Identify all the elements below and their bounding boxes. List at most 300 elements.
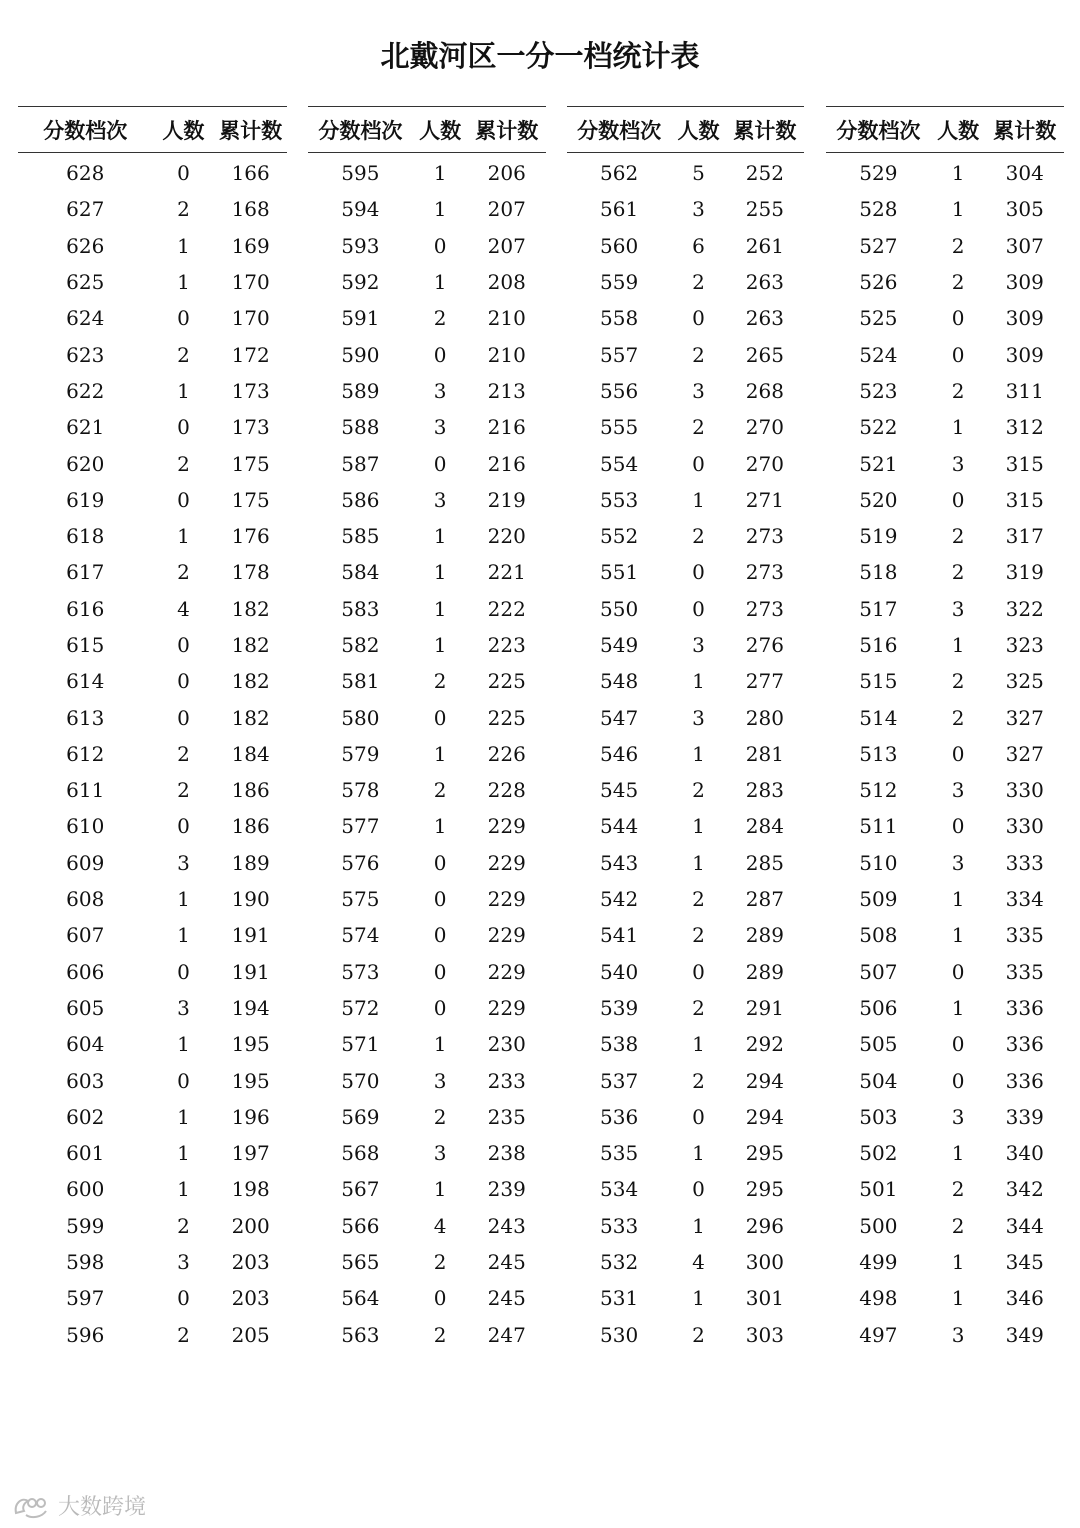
- count-cell: 0: [177, 705, 190, 730]
- cumulative-cell: 284: [745, 814, 784, 839]
- table-row: [308, 228, 546, 264]
- count-cell: 3: [177, 850, 190, 875]
- cumulative-cell: 195: [231, 1068, 270, 1093]
- cumulative-cell: 175: [231, 487, 270, 512]
- cumulative-cell: 273: [745, 596, 784, 621]
- count-cell: 1: [177, 1141, 190, 1166]
- score-band-cell: 505: [859, 1032, 898, 1057]
- count-cell: 6: [692, 233, 705, 258]
- count-cell: 2: [177, 1322, 190, 1347]
- table-row: [567, 373, 804, 409]
- table-row: [567, 482, 804, 518]
- count-cell: 0: [433, 887, 447, 912]
- count-cell: 1: [433, 197, 447, 222]
- cumulative-cell: 182: [231, 705, 270, 730]
- count-cell: 2: [692, 887, 705, 912]
- header-count: 人数: [153, 107, 215, 153]
- count-cell: 1: [433, 524, 447, 549]
- count-cell: 2: [177, 741, 190, 766]
- page-title: 北戴河区一分一档统计表: [380, 39, 700, 73]
- cumulative-cell: 309: [1005, 306, 1044, 331]
- table-row: [567, 228, 804, 264]
- score-band-cell: 527: [859, 233, 898, 258]
- count-cell: 1: [177, 1177, 190, 1202]
- table-row: [308, 591, 546, 627]
- score-band-cell: 589: [341, 378, 380, 403]
- cumulative-cell: 203: [231, 1286, 270, 1311]
- score-band-cell: 584: [341, 560, 380, 585]
- table-row: [826, 917, 1064, 953]
- cumulative-cell: 312: [1005, 415, 1044, 440]
- score-band-cell: 535: [600, 1141, 639, 1166]
- cumulative-cell: 252: [745, 161, 784, 186]
- count-cell: 3: [951, 596, 965, 621]
- cumulative-cell: 280: [745, 705, 784, 730]
- table-row: [826, 1208, 1064, 1244]
- cumulative-cell: 229: [487, 995, 526, 1020]
- count-cell: 0: [433, 959, 447, 984]
- cumulative-cell: 292: [745, 1032, 784, 1057]
- cumulative-cell: 221: [487, 560, 526, 585]
- header-cumulative: 累计数: [985, 107, 1064, 153]
- cumulative-cell: 330: [1005, 778, 1044, 803]
- table-row: [18, 336, 287, 372]
- cumulative-cell: 317: [1005, 524, 1044, 549]
- cumulative-cell: 304: [1005, 161, 1044, 186]
- table-row: [18, 1135, 287, 1171]
- count-cell: 0: [692, 306, 705, 331]
- score-band-cell: 543: [600, 850, 639, 875]
- score-band-cell: 506: [859, 995, 898, 1020]
- table-row: [567, 1062, 804, 1098]
- count-cell: 0: [177, 415, 190, 440]
- count-cell: 3: [692, 705, 705, 730]
- cumulative-cell: 182: [231, 633, 270, 657]
- score-band-cell: 517: [859, 596, 898, 621]
- score-band-cell: 619: [66, 487, 105, 512]
- table-row: [567, 808, 804, 844]
- cumulative-cell: 200: [231, 1213, 270, 1238]
- table-row: [567, 954, 804, 990]
- cumulative-cell: 281: [745, 741, 784, 766]
- score-band-cell: 549: [600, 633, 639, 657]
- count-cell: 1: [692, 1286, 705, 1311]
- table-row: [567, 1208, 804, 1244]
- count-cell: 2: [951, 705, 965, 730]
- count-cell: 0: [433, 923, 447, 948]
- score-band-cell: 550: [600, 596, 639, 621]
- cumulative-cell: 301: [745, 1286, 784, 1311]
- score-band-cell: 611: [66, 778, 105, 803]
- table-row: [18, 191, 287, 227]
- count-cell: 1: [433, 633, 447, 657]
- score-band-cell: 510: [859, 850, 898, 875]
- score-band-cell: 555: [600, 415, 639, 440]
- score-band-cell: 559: [600, 270, 639, 295]
- cumulative-cell: 273: [745, 524, 784, 549]
- count-cell: 4: [177, 596, 190, 621]
- score-band-cell: 625: [66, 270, 105, 295]
- count-cell: 1: [951, 1141, 965, 1166]
- cumulative-cell: 239: [487, 1177, 526, 1202]
- table-row: [18, 228, 287, 264]
- table-row: [567, 153, 804, 192]
- score-band-cell: 601: [66, 1141, 105, 1166]
- cumulative-cell: 287: [745, 887, 784, 912]
- score-band-cell: 582: [341, 633, 380, 657]
- cumulative-cell: 270: [745, 415, 784, 440]
- cumulative-cell: 273: [745, 560, 784, 585]
- cumulative-cell: 295: [745, 1177, 784, 1202]
- score-band-cell: 511: [859, 814, 898, 839]
- table-row: [826, 1026, 1064, 1062]
- count-cell: 0: [177, 633, 190, 657]
- count-cell: 3: [951, 1104, 965, 1129]
- table-row: [18, 1099, 287, 1135]
- cumulative-cell: 230: [487, 1032, 526, 1057]
- cumulative-cell: 261: [745, 233, 784, 258]
- table-row: [567, 736, 804, 772]
- count-cell: 2: [177, 197, 190, 222]
- count-cell: 1: [951, 197, 965, 222]
- table-row: [18, 591, 287, 627]
- table-row: [567, 663, 804, 699]
- score-band-cell: 575: [341, 887, 380, 912]
- score-band-cell: 507: [859, 959, 898, 984]
- score-band-cell: 529: [859, 161, 898, 186]
- table-row: [567, 1026, 804, 1062]
- cumulative-cell: 191: [231, 959, 270, 984]
- table-header-row: [18, 107, 287, 153]
- cumulative-cell: 319: [1005, 560, 1044, 585]
- count-cell: 1: [951, 1286, 965, 1311]
- count-cell: 2: [951, 270, 965, 295]
- score-band-cell: 615: [66, 633, 105, 657]
- score-band-cell: 501: [859, 1177, 898, 1202]
- score-band-cell: 618: [66, 524, 105, 549]
- count-cell: 0: [951, 342, 965, 367]
- count-cell: 0: [433, 451, 447, 476]
- table-row: [18, 373, 287, 409]
- count-cell: 2: [177, 560, 190, 585]
- score-band-cell: 499: [859, 1250, 898, 1275]
- score-table-block-3: [567, 106, 804, 1353]
- table-row: [826, 482, 1064, 518]
- score-band-cell: 612: [66, 741, 105, 766]
- cumulative-cell: 233: [487, 1068, 526, 1093]
- table-row: [826, 845, 1064, 881]
- cumulative-cell: 336: [1005, 995, 1044, 1020]
- count-cell: 2: [692, 524, 705, 549]
- cumulative-cell: 225: [487, 705, 526, 730]
- count-cell: 1: [951, 633, 965, 657]
- count-cell: 3: [951, 850, 965, 875]
- score-band-cell: 624: [66, 306, 105, 331]
- count-cell: 1: [692, 487, 705, 512]
- table-row: [826, 153, 1064, 192]
- table-row: [826, 518, 1064, 554]
- count-cell: 1: [177, 378, 190, 403]
- count-cell: 3: [433, 1141, 447, 1166]
- count-cell: 2: [692, 995, 705, 1020]
- table-row: [18, 1062, 287, 1098]
- table-row: [826, 1099, 1064, 1135]
- score-band-cell: 500: [859, 1213, 898, 1238]
- score-band-cell: 583: [341, 596, 380, 621]
- table-row: [567, 591, 804, 627]
- count-cell: 1: [433, 814, 447, 839]
- score-band-cell: 534: [600, 1177, 639, 1202]
- count-cell: 3: [433, 1068, 447, 1093]
- score-band-cell: 565: [341, 1250, 380, 1275]
- count-cell: 1: [692, 741, 705, 766]
- score-band-cell: 530: [600, 1322, 639, 1347]
- table-row: [18, 954, 287, 990]
- count-cell: 0: [177, 161, 190, 186]
- cumulative-cell: 333: [1005, 850, 1044, 875]
- count-cell: 1: [433, 270, 447, 295]
- score-band-cell: 591: [341, 306, 380, 331]
- cumulative-cell: 226: [487, 741, 526, 766]
- score-band-cell: 613: [66, 705, 105, 730]
- count-cell: 3: [433, 378, 447, 403]
- cumulative-cell: 176: [231, 524, 270, 549]
- count-cell: 1: [692, 669, 705, 694]
- table-row: [308, 736, 546, 772]
- table-row: [826, 699, 1064, 735]
- cumulative-cell: 309: [1005, 342, 1044, 367]
- score-band-cell: 609: [66, 850, 105, 875]
- cumulative-cell: 336: [1005, 1032, 1044, 1057]
- table-row: [826, 663, 1064, 699]
- count-cell: 2: [951, 560, 965, 585]
- cumulative-cell: 335: [1005, 959, 1044, 984]
- cumulative-cell: 340: [1005, 1141, 1044, 1166]
- table-row: [18, 409, 287, 445]
- count-cell: 1: [177, 524, 190, 549]
- cumulative-cell: 263: [745, 270, 784, 295]
- header-cumulative: 累计数: [214, 107, 287, 153]
- score-band-cell: 540: [600, 959, 639, 984]
- table-row: [18, 1171, 287, 1207]
- table-header-row: [826, 107, 1064, 153]
- table-row: [567, 445, 804, 481]
- count-cell: 0: [951, 1068, 965, 1093]
- count-cell: 2: [177, 1213, 190, 1238]
- count-cell: 2: [177, 342, 190, 367]
- cumulative-cell: 184: [231, 741, 270, 766]
- score-band-cell: 576: [341, 850, 380, 875]
- count-cell: 0: [692, 560, 705, 585]
- score-band-cell: 520: [859, 487, 898, 512]
- score-band-cell: 621: [66, 415, 105, 440]
- table-row: [308, 663, 546, 699]
- table-row: [18, 445, 287, 481]
- count-cell: 1: [692, 850, 705, 875]
- table-row: [308, 373, 546, 409]
- score-band-cell: 626: [66, 233, 105, 258]
- count-cell: 0: [433, 850, 447, 875]
- count-cell: 3: [951, 451, 965, 476]
- table-row: [308, 881, 546, 917]
- cumulative-cell: 210: [487, 342, 526, 367]
- table-row: [18, 808, 287, 844]
- score-band-cell: 608: [66, 887, 105, 912]
- table-row: [826, 1062, 1064, 1098]
- cumulative-cell: 229: [487, 923, 526, 948]
- table-row: [826, 1135, 1064, 1171]
- count-cell: 0: [951, 814, 965, 839]
- table-row: [567, 1280, 804, 1316]
- cumulative-cell: 349: [1005, 1322, 1044, 1347]
- cumulative-cell: 198: [231, 1177, 270, 1202]
- cumulative-cell: 345: [1005, 1250, 1044, 1275]
- score-band-cell: 519: [859, 524, 898, 549]
- score-band-cell: 542: [600, 887, 639, 912]
- score-band-cell: 545: [600, 778, 639, 803]
- count-cell: 1: [177, 233, 190, 258]
- cumulative-cell: 216: [487, 415, 526, 440]
- table-row: [18, 153, 287, 192]
- cumulative-cell: 263: [745, 306, 784, 331]
- table-row: [308, 699, 546, 735]
- count-cell: 1: [951, 415, 965, 440]
- header-score-band: 分数档次: [308, 107, 413, 153]
- table-row: [308, 1280, 546, 1316]
- cumulative-cell: 223: [487, 633, 526, 657]
- count-cell: 2: [433, 778, 447, 803]
- cumulative-cell: 173: [231, 415, 270, 440]
- score-band-cell: 597: [66, 1286, 105, 1311]
- count-cell: 1: [951, 161, 965, 186]
- score-table: [826, 106, 1064, 1353]
- score-table-block-4: [826, 106, 1064, 1353]
- cumulative-cell: 238: [487, 1141, 526, 1166]
- table-row: [308, 336, 546, 372]
- score-band-cell: 587: [341, 451, 380, 476]
- table-row: [308, 264, 546, 300]
- table-header-row: [308, 107, 546, 153]
- cumulative-cell: 210: [487, 306, 526, 331]
- cumulative-cell: 178: [231, 560, 270, 585]
- score-band-cell: 595: [341, 161, 380, 186]
- cumulative-cell: 182: [231, 596, 270, 621]
- table-row: [567, 409, 804, 445]
- table-row: [567, 772, 804, 808]
- table-row: [567, 627, 804, 663]
- score-band-cell: 605: [66, 995, 105, 1020]
- cumulative-cell: 190: [231, 887, 270, 912]
- table-row: [18, 554, 287, 590]
- count-cell: 0: [177, 814, 190, 839]
- score-band-cell: 515: [859, 669, 898, 694]
- count-cell: 2: [177, 778, 190, 803]
- cumulative-cell: 235: [487, 1104, 526, 1129]
- count-cell: 0: [433, 342, 447, 367]
- count-cell: 0: [433, 233, 447, 258]
- cumulative-cell: 205: [231, 1322, 270, 1347]
- count-cell: 2: [692, 270, 705, 295]
- count-cell: 3: [177, 1250, 190, 1275]
- count-cell: 0: [951, 1032, 965, 1057]
- table-row: [567, 518, 804, 554]
- score-band-cell: 557: [600, 342, 639, 367]
- table-row: [18, 1208, 287, 1244]
- count-cell: 3: [692, 197, 705, 222]
- score-band-cell: 606: [66, 959, 105, 984]
- table-row: [308, 1171, 546, 1207]
- score-band-cell: 541: [600, 923, 639, 948]
- cumulative-cell: 169: [231, 233, 270, 258]
- table-row: [308, 445, 546, 481]
- cumulative-cell: 207: [487, 197, 526, 222]
- header-cumulative: 累计数: [726, 107, 804, 153]
- table-row: [826, 954, 1064, 990]
- count-cell: 0: [951, 741, 965, 766]
- table-row: [308, 627, 546, 663]
- cumulative-cell: 229: [487, 850, 526, 875]
- count-cell: 3: [692, 633, 705, 657]
- table-row: [18, 300, 287, 336]
- table-row: [18, 881, 287, 917]
- count-cell: 2: [951, 378, 965, 403]
- cumulative-cell: 283: [745, 778, 784, 803]
- count-cell: 0: [951, 959, 965, 984]
- table-row: [18, 845, 287, 881]
- count-cell: 3: [433, 415, 447, 440]
- count-cell: 0: [433, 995, 447, 1020]
- table-row: [18, 699, 287, 735]
- watermark-text: 大数跨境: [58, 1495, 147, 1520]
- table-row: [308, 1208, 546, 1244]
- table-row: [826, 228, 1064, 264]
- cumulative-cell: 203: [231, 1250, 270, 1275]
- score-band-cell: 616: [66, 596, 105, 621]
- count-cell: 1: [433, 1032, 447, 1057]
- table-row: [308, 1135, 546, 1171]
- count-cell: 0: [177, 306, 190, 331]
- score-band-cell: 598: [66, 1250, 105, 1275]
- cumulative-cell: 285: [745, 850, 784, 875]
- score-band-cell: 596: [66, 1322, 105, 1347]
- cumulative-cell: 303: [745, 1322, 784, 1347]
- table-row: [567, 881, 804, 917]
- table-row: [567, 1135, 804, 1171]
- count-cell: 2: [177, 451, 190, 476]
- count-cell: 0: [433, 1286, 447, 1311]
- header-count: 人数: [931, 107, 986, 153]
- score-band-cell: 563: [341, 1322, 380, 1347]
- cumulative-cell: 277: [745, 669, 784, 694]
- cumulative-cell: 229: [487, 959, 526, 984]
- table-row: [18, 736, 287, 772]
- table-row: [826, 445, 1064, 481]
- score-band-cell: 537: [600, 1068, 639, 1093]
- count-cell: 0: [177, 669, 190, 694]
- table-row: [567, 300, 804, 336]
- count-cell: 1: [433, 1177, 447, 1202]
- table-row: [826, 1317, 1064, 1353]
- score-band-cell: 577: [341, 814, 380, 839]
- cumulative-cell: 186: [231, 814, 270, 839]
- header-score-band: 分数档次: [567, 107, 671, 153]
- score-band-cell: 604: [66, 1032, 105, 1057]
- table-row: [826, 990, 1064, 1026]
- score-band-cell: 588: [341, 415, 380, 440]
- table-row: [308, 1026, 546, 1062]
- table-row: [308, 954, 546, 990]
- count-cell: 2: [692, 778, 705, 803]
